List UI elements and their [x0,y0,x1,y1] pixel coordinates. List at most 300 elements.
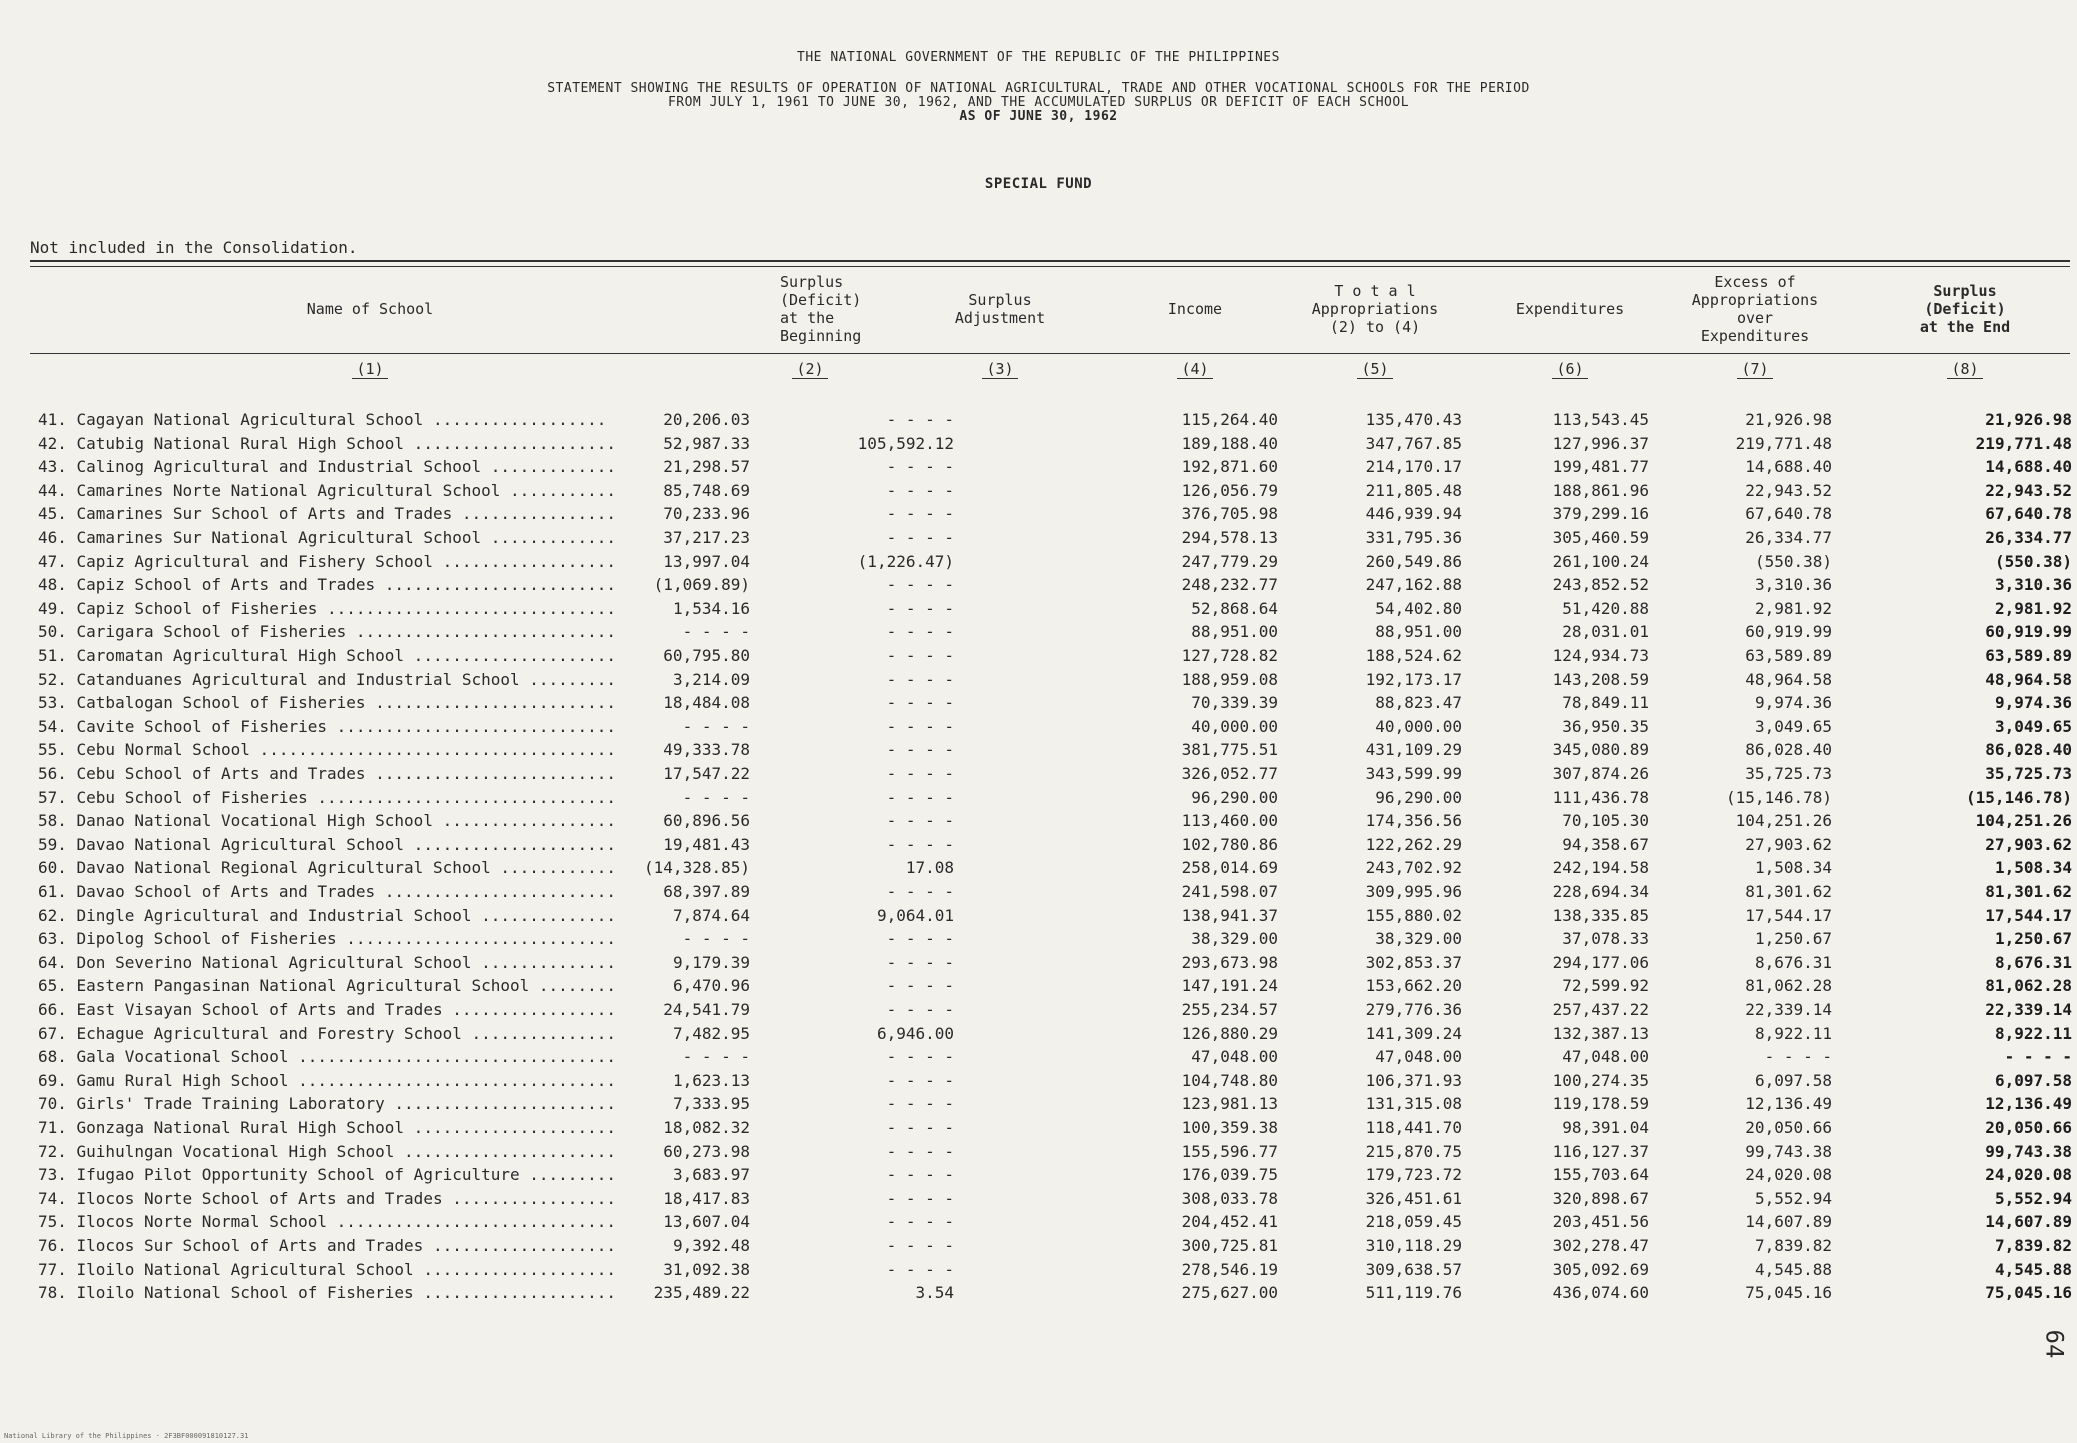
cell-total-appropriations: 214,170.17 [1365,457,1462,477]
table-row [0,788,2077,812]
cell-income: 127,728.82 [1181,646,1278,665]
table-row [0,1236,2077,1260]
cell-excess: 17,544.17 [1745,905,1832,925]
table-row [0,1260,2077,1284]
cell-expenditures: 242,194.58 [1552,858,1649,878]
cell-income: 278,546.19 [1181,1259,1278,1279]
cell-surplus-adjustment: - - - - [886,646,954,665]
cell-income: 102,780.86 [1181,834,1278,854]
cell-surplus-end: 60,919.99 [1985,622,2072,642]
cell-total-appropriations: 106,371.93 [1365,1070,1462,1090]
cell-surplus-end: 4,545.88 [1994,1259,2072,1279]
cell-expenditures: 199,481.77 [1552,457,1649,477]
col-num-8: (8) [1860,360,2070,379]
cell-expenditures: 28,031.01 [1562,622,1649,642]
cell-expenditures: 302,278.47 [1552,1236,1649,1255]
cell-surplus-adjustment: - - - - [886,457,954,477]
table-row [0,929,2077,953]
cell-surplus-adjustment: - - - - [886,1212,954,1232]
cell-surplus-end: 8,676.31 [1994,952,2072,972]
cell-total-appropriations: 279,776.36 [1365,1000,1462,1019]
cell-expenditures: 51,420.88 [1562,598,1649,618]
cell-total-appropriations: 309,638.57 [1365,1259,1462,1279]
table-row [0,906,2077,930]
cell-income: 294,578.13 [1181,528,1278,547]
cell-total-appropriations: 211,805.48 [1365,480,1462,500]
cell-excess: 75,045.16 [1745,1283,1832,1303]
cell-income: 52,868.64 [1191,598,1278,618]
cell-excess: 81,301.62 [1745,882,1832,901]
table-row [0,740,2077,764]
cell-surplus-adjustment: - - - - [886,598,954,618]
cell-expenditures: 111,436.78 [1552,787,1649,807]
cell-expenditures: 305,092.69 [1552,1259,1649,1279]
cell-surplus-adjustment: - - - - [886,834,954,854]
cell-expenditures: 203,451.56 [1552,1212,1649,1232]
cell-surplus-end: 8,922.11 [1994,1023,2072,1043]
school-name: 45. Camarines Sur School of Arts and Trades ................ [38,504,616,524]
cell-income: 188,959.08 [1181,669,1278,689]
cell-income: 189,188.40 [1181,433,1278,453]
cell-total-appropriations: 243,702.92 [1365,858,1462,878]
cell-income: 204,452.41 [1181,1212,1278,1232]
school-name: 51. Caromatan Agricultural High School ..................... [38,646,616,665]
table-row [0,764,2077,788]
cell-excess: 22,943.52 [1745,480,1832,500]
cell-expenditures: 72,599.92 [1562,976,1649,996]
school-name: 52. Catanduanes Agricultural and Industrial School ......... [38,669,616,689]
cell-total-appropriations: 122,262.29 [1365,834,1462,854]
cell-surplus-adjustment: (1,226.47) [857,551,954,571]
cell-excess: 20,050.66 [1745,1118,1832,1137]
cell-total-appropriations: 141,309.24 [1365,1023,1462,1043]
cell-surplus-adjustment: - - - - [886,410,954,429]
table-row [0,1024,2077,1048]
cell-surplus-beginning: 7,333.95 [672,1094,750,1114]
cell-expenditures: 98,391.04 [1562,1118,1649,1137]
cell-expenditures: 379,299.16 [1552,504,1649,524]
cell-surplus-beginning: 3,683.97 [672,1165,750,1185]
cell-total-appropriations: 218,059.45 [1365,1212,1462,1232]
cell-income: 176,039.75 [1181,1165,1278,1185]
cell-income: 376,705.98 [1181,504,1278,524]
cell-surplus-end: 17,544.17 [1985,905,2072,925]
table-row [0,976,2077,1000]
cell-surplus-adjustment: 17.08 [905,858,954,878]
cell-total-appropriations: 215,870.75 [1365,1141,1462,1161]
cell-surplus-end: (15,146.78) [1966,787,2072,807]
cell-expenditures: 228,694.34 [1552,882,1649,901]
page-number: 64 [2040,1329,2069,1359]
cell-excess: 26,334.77 [1745,528,1832,547]
school-name: 70. Girls' Trade Training Laboratory ....................... [38,1094,616,1114]
cell-surplus-adjustment: - - - - [886,1000,954,1019]
cell-income: 293,673.98 [1181,952,1278,972]
school-name: 46. Camarines Sur National Agricultural School ............. [38,528,616,547]
cell-excess: 8,676.31 [1754,952,1832,972]
cell-total-appropriations: 247,162.88 [1365,575,1462,595]
cell-surplus-beginning: 13,997.04 [663,551,750,571]
cell-surplus-adjustment: - - - - [886,716,954,736]
cell-surplus-beginning: 3,214.09 [672,669,750,689]
cell-surplus-end: 22,943.52 [1985,480,2072,500]
cell-excess: 5,552.94 [1754,1188,1832,1208]
school-name: 71. Gonzaga National Rural High School ..................... [38,1118,616,1137]
cell-surplus-end: 14,688.40 [1985,457,2072,477]
cell-surplus-beginning: 60,795.80 [663,646,750,665]
school-name: 61. Davao School of Arts and Trades ........................ [38,882,616,901]
school-name: 65. Eastern Pangasinan National Agricultural School ........ [38,976,616,996]
cell-income: 308,033.78 [1181,1188,1278,1208]
cell-surplus-end: 219,771.48 [1975,433,2072,453]
statement-title [0,82,2077,124]
cell-surplus-end: 75,045.16 [1985,1283,2072,1303]
cell-excess: (550.38) [1754,551,1832,571]
cell-surplus-end: 3,049.65 [1994,716,2072,736]
cell-excess: 24,020.08 [1745,1165,1832,1185]
cell-surplus-adjustment: 9,064.01 [876,905,954,925]
table-row [0,1047,2077,1071]
cell-total-appropriations: 96,290.00 [1375,787,1462,807]
cell-expenditures: 70,105.30 [1562,811,1649,831]
cell-total-appropriations: 88,823.47 [1375,693,1462,713]
cell-surplus-adjustment: - - - - [886,764,954,783]
cell-expenditures: 305,460.59 [1552,528,1649,547]
cell-excess: 14,607.89 [1745,1212,1832,1232]
cell-surplus-beginning: (1,069.89) [653,575,750,595]
cell-excess: 1,508.34 [1754,858,1832,878]
cell-surplus-end: 26,334.77 [1985,528,2072,547]
cell-total-appropriations: 135,470.43 [1365,410,1462,429]
table-row [0,693,2077,717]
cell-total-appropriations: 446,939.94 [1365,504,1462,524]
cell-surplus-beginning: - - - - [682,622,750,642]
school-name: 42. Catubig National Rural High School ..................... [38,433,616,453]
table-row [0,811,2077,835]
cell-expenditures: 320,898.67 [1552,1188,1649,1208]
school-name: 49. Capiz School of Fisheries .............................. [38,598,616,618]
cell-surplus-end: 99,743.38 [1985,1141,2072,1161]
fund-label: SPECIAL FUND [984,176,1093,192]
col-header-expenditures: Expenditures [1515,300,1625,318]
cell-surplus-adjustment: - - - - [886,528,954,547]
col-num-4: (4) [1095,360,1295,379]
school-name: 47. Capiz Agricultural and Fishery School .................. [38,551,616,571]
table-row [0,504,2077,528]
cell-expenditures: 37,078.33 [1562,929,1649,949]
cell-excess: (15,146.78) [1726,787,1832,807]
cell-surplus-adjustment: - - - - [886,952,954,972]
col-num-7: (7) [1660,360,1850,379]
cell-excess: 1,250.67 [1754,929,1832,949]
cell-surplus-adjustment: 105,592.12 [857,433,954,453]
cell-surplus-beginning: 68,397.89 [663,882,750,901]
cell-surplus-end: 21,926.98 [1985,410,2072,429]
statement-line-3: AS OF JUNE 30, 1962 [959,109,1118,124]
cell-excess: 12,136.49 [1745,1094,1832,1114]
cell-surplus-end: 20,050.66 [1985,1118,2072,1137]
cell-surplus-beginning: 1,623.13 [672,1070,750,1090]
school-name: 41. Cagayan National Agricultural School .................. [38,410,607,429]
cell-excess: 63,589.89 [1745,646,1832,665]
table-row [0,1283,2077,1307]
cell-expenditures: 243,852.52 [1552,575,1649,595]
cell-surplus-adjustment: - - - - [886,811,954,831]
cell-surplus-beginning: 18,082.32 [663,1118,750,1137]
school-name: 56. Cebu School of Arts and Trades ......................... [38,764,616,783]
col-header-surplus-beginning: Surplus (Deficit) at the Beginning [780,273,862,345]
cell-surplus-end: 81,062.28 [1985,976,2072,996]
col-num-2: (2) [720,360,900,379]
cell-surplus-beginning: 85,748.69 [663,480,750,500]
col-header-surplus-end: Surplus (Deficit) at the End [1919,282,2011,336]
cell-excess: 81,062.28 [1745,976,1832,996]
cell-income: 326,052.77 [1181,764,1278,783]
school-name: 69. Gamu Rural High School ................................. [38,1070,616,1090]
cell-income: 138,941.37 [1181,905,1278,925]
statement-line-1: STATEMENT SHOWING THE RESULTS OF OPERATION OF NATIONAL AGRICULTURAL, TRADE AND OTHER VOCATIONAL SCHOOLS FOR THE PERIOD [547,81,1530,96]
cell-surplus-beginning: 7,874.64 [672,905,750,925]
cell-expenditures: 307,874.26 [1552,764,1649,783]
consolidation-note: Not included in the Consolidation. [30,238,358,257]
col-num-5: (5) [1280,360,1470,379]
cell-income: 155,596.77 [1181,1141,1278,1161]
cell-surplus-beginning: 60,273.98 [663,1141,750,1161]
col-num-3: (3) [905,360,1095,379]
cell-surplus-beginning: 49,333.78 [663,740,750,760]
cell-surplus-adjustment: - - - - [886,1188,954,1208]
cell-income: 47,048.00 [1191,1047,1278,1067]
cell-income: 38,329.00 [1191,929,1278,949]
cell-total-appropriations: 155,880.02 [1365,905,1462,925]
cell-surplus-beginning: 19,481.43 [663,834,750,854]
school-name: 72. Guihulngan Vocational High School ...................... [38,1141,616,1161]
col-header-excess: Excess of Appropriations over Expenditures [1691,273,1819,345]
cell-surplus-end: 12,136.49 [1985,1094,2072,1114]
cell-surplus-adjustment: - - - - [886,1047,954,1067]
cell-surplus-end: 63,589.89 [1985,646,2072,665]
cell-surplus-end: 104,251.26 [1975,811,2072,831]
cell-income: 381,775.51 [1181,740,1278,760]
cell-surplus-adjustment: - - - - [886,693,954,713]
cell-expenditures: 119,178.59 [1552,1094,1649,1114]
cell-surplus-adjustment: - - - - [886,929,954,949]
school-name: 62. Dingle Agricultural and Industrial School .............. [38,905,616,925]
table-row [0,434,2077,458]
cell-total-appropriations: 188,524.62 [1365,646,1462,665]
cell-surplus-end: 1,508.34 [1994,858,2072,878]
cell-excess: 9,974.36 [1754,693,1832,713]
cell-income: 100,359.38 [1181,1118,1278,1137]
col-header-total-appropriations: T o t a l Appropriations (2) to (4) [1311,282,1439,336]
cell-expenditures: 257,437.22 [1552,1000,1649,1019]
cell-surplus-beginning: 17,547.22 [663,764,750,783]
cell-total-appropriations: 431,109.29 [1365,740,1462,760]
cell-total-appropriations: 40,000.00 [1375,716,1462,736]
school-name: 44. Camarines Norte National Agricultural School ........... [38,480,616,500]
library-credit: National Library of the Philippines · 2F3BF000091810127.31 [4,1432,249,1440]
table-row [0,717,2077,741]
cell-income: 96,290.00 [1191,787,1278,807]
cell-expenditures: 94,358.67 [1562,834,1649,854]
cell-surplus-beginning: 7,482.95 [672,1023,750,1043]
table-row [0,457,2077,481]
school-name: 60. Davao National Regional Agricultural School ............ [38,858,616,878]
school-name: 66. East Visayan School of Arts and Trades ................. [38,1000,616,1019]
cell-surplus-beginning: 18,484.08 [663,693,750,713]
cell-expenditures: 188,861.96 [1552,480,1649,500]
table-row [0,1165,2077,1189]
cell-surplus-beginning: 52,987.33 [663,433,750,453]
school-name: 64. Don Severino National Agricultural School .............. [38,952,616,972]
cell-surplus-end: 35,725.73 [1985,764,2072,783]
cell-total-appropriations: 47,048.00 [1375,1047,1462,1067]
cell-excess: 104,251.26 [1735,811,1832,831]
cell-excess: 2,981.92 [1754,598,1832,618]
cell-surplus-beginning: - - - - [682,716,750,736]
cell-surplus-end: 14,607.89 [1985,1212,2072,1232]
cell-excess: 48,964.58 [1745,669,1832,689]
cell-surplus-beginning: 21,298.57 [663,457,750,477]
school-name: 58. Danao National Vocational High School .................. [38,811,616,831]
cell-income: 126,880.29 [1181,1023,1278,1043]
cell-surplus-beginning: 6,470.96 [672,976,750,996]
cell-excess: 8,922.11 [1754,1023,1832,1043]
table-row [0,599,2077,623]
school-name: 76. Ilocos Sur School of Arts and Trades ................... [38,1236,616,1255]
cell-surplus-beginning: 20,206.03 [663,410,750,429]
school-name: 63. Dipolog School of Fisheries ............................ [38,929,616,949]
table-row [0,481,2077,505]
cell-income: 40,000.00 [1191,716,1278,736]
table-row [0,552,2077,576]
cell-total-appropriations: 118,441.70 [1365,1118,1462,1137]
school-name: 43. Calinog Agricultural and Industrial School ............. [38,457,616,477]
cell-surplus-end: 5,552.94 [1994,1188,2072,1208]
cell-surplus-beginning: 37,217.23 [663,528,750,547]
cell-excess: 7,839.82 [1754,1236,1832,1255]
cell-surplus-beginning: - - - - [682,929,750,949]
cell-surplus-adjustment: - - - - [886,1259,954,1279]
cell-excess: 3,049.65 [1754,716,1832,736]
cell-total-appropriations: 54,402.80 [1375,598,1462,618]
cell-expenditures: 113,543.45 [1552,410,1649,429]
col-num-6: (6) [1475,360,1665,379]
table-row [0,410,2077,434]
cell-surplus-end: - - - - [2004,1047,2072,1067]
cell-surplus-end: 1,250.67 [1994,929,2072,949]
cell-surplus-beginning: 13,607.04 [663,1212,750,1232]
cell-income: 104,748.80 [1181,1070,1278,1090]
cell-excess: 60,919.99 [1745,622,1832,642]
cell-total-appropriations: 131,315.08 [1365,1094,1462,1114]
cell-expenditures: 47,048.00 [1562,1047,1649,1067]
cell-income: 115,264.40 [1181,410,1278,429]
cell-surplus-beginning: 235,489.22 [653,1283,750,1303]
cell-income: 192,871.60 [1181,457,1278,477]
cell-surplus-end: 81,301.62 [1985,882,2072,901]
table-row [0,575,2077,599]
cell-excess: 99,743.38 [1745,1141,1832,1161]
cell-surplus-adjustment: - - - - [886,976,954,996]
col-num-1: (1) [30,360,710,379]
cell-total-appropriations: 260,549.86 [1365,551,1462,571]
table-row [0,1000,2077,1024]
school-name: 59. Davao National Agricultural School ..................... [38,834,616,854]
cell-surplus-end: 86,028.40 [1985,740,2072,760]
cell-excess: 4,545.88 [1754,1259,1832,1279]
cell-surplus-beginning: 9,392.48 [672,1236,750,1255]
cell-income: 70,339.39 [1191,693,1278,713]
cell-surplus-beginning: 31,092.38 [663,1259,750,1279]
cell-surplus-beginning: 1,534.16 [672,598,750,618]
school-name: 78. Iloilo National School of Fisheries .................... [38,1283,616,1303]
cell-income: 126,056.79 [1181,480,1278,500]
cell-income: 147,191.24 [1181,976,1278,996]
school-name: 50. Carigara School of Fisheries ........................... [38,622,616,642]
cell-surplus-adjustment: - - - - [886,1118,954,1137]
table-row [0,670,2077,694]
cell-expenditures: 124,934.73 [1552,646,1649,665]
cell-total-appropriations: 38,329.00 [1375,929,1462,949]
cell-surplus-end: 9,974.36 [1994,693,2072,713]
table-row [0,1118,2077,1142]
cell-expenditures: 436,074.60 [1552,1283,1649,1303]
cell-income: 113,460.00 [1181,811,1278,831]
cell-income: 255,234.57 [1181,1000,1278,1019]
table-row [0,953,2077,977]
cell-expenditures: 132,387.13 [1552,1023,1649,1043]
cell-total-appropriations: 326,451.61 [1365,1188,1462,1208]
cell-total-appropriations: 331,795.36 [1365,528,1462,547]
col-header-name: Name of School [306,300,434,318]
table-row [0,1094,2077,1118]
cell-surplus-adjustment: - - - - [886,882,954,901]
statement-line-2: FROM JULY 1, 1961 TO JUNE 30, 1962, AND THE ACCUMULATED SURPLUS OR DEFICIT OF EACH SCHOOL [667,95,1410,110]
cell-total-appropriations: 179,723.72 [1365,1165,1462,1185]
cell-surplus-end: 22,339.14 [1985,1000,2072,1019]
cell-surplus-adjustment: - - - - [886,1165,954,1185]
cell-total-appropriations: 309,995.96 [1365,882,1462,901]
table-row [0,835,2077,859]
cell-excess: 14,688.40 [1745,457,1832,477]
cell-surplus-end: 24,020.08 [1985,1165,2072,1185]
cell-total-appropriations: 174,356.56 [1365,811,1462,831]
cell-expenditures: 78,849.11 [1562,693,1649,713]
cell-surplus-adjustment: - - - - [886,787,954,807]
cell-excess: 3,310.36 [1754,575,1832,595]
table-row [0,1189,2077,1213]
cell-surplus-beginning: 24,541.79 [663,1000,750,1019]
cell-total-appropriations: 192,173.17 [1365,669,1462,689]
cell-surplus-beginning: 18,417.83 [663,1188,750,1208]
cell-total-appropriations: 302,853.37 [1365,952,1462,972]
cell-expenditures: 100,274.35 [1552,1070,1649,1090]
cell-income: 88,951.00 [1191,622,1278,642]
cell-surplus-end: 3,310.36 [1994,575,2072,595]
cell-total-appropriations: 511,119.76 [1365,1283,1462,1303]
cell-surplus-adjustment: - - - - [886,1236,954,1255]
table-row [0,1071,2077,1095]
cell-surplus-adjustment: - - - - [886,1094,954,1114]
school-name: 74. Ilocos Norte School of Arts and Trades ................. [38,1188,616,1208]
table-row [0,858,2077,882]
school-name: 75. Ilocos Norte Normal School ............................. [38,1212,616,1232]
cell-excess: - - - - [1764,1047,1832,1067]
cell-surplus-end: (550.38) [1994,551,2072,571]
cell-surplus-adjustment: 6,946.00 [876,1023,954,1043]
cell-surplus-beginning: 70,233.96 [663,504,750,524]
